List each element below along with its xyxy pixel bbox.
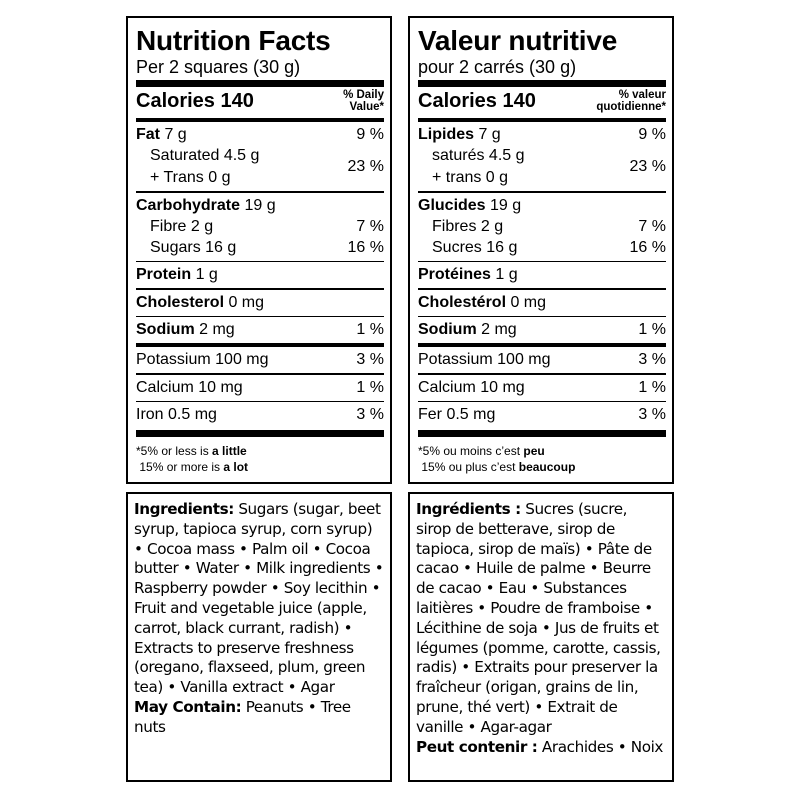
cholesterol-label: Cholestérol [418,293,507,311]
sat-trans-pct: 23 % [629,158,666,175]
fat-label: Fat [136,126,160,143]
calcium-row [418,375,666,401]
nutrition-facts-panel-french [408,16,674,484]
protein-row [418,262,666,288]
potassium: Potassium 100 mg [418,351,551,368]
fat-amount: 7 g [474,126,501,143]
iron-pct: 3 % [356,406,384,423]
iron-row [418,402,666,428]
sugars: Sucres 16 g [432,238,518,256]
calories-label: Calories 140 [136,90,254,112]
cholesterol-amount: 0 mg [224,293,265,311]
daily-value-header [343,89,384,113]
ingredients-paragraph [416,500,666,738]
calories-label: Calories 140 [418,90,536,112]
potassium-pct: 3 % [638,351,666,368]
saturated: Saturated 4.5 g [150,147,260,164]
carb-block [136,193,384,261]
dv-header-line1: % Daily [343,89,384,101]
ingredients-label: Ingrédients : [416,500,521,518]
ingredients-text: Sugars (sugar, beet syrup, tapioca syrup, corn syrup) • Cocoa mass • Palm oil • Cocoa butter • Water • Milk ingredients • Raspberry powder • Soy lecithin • Fruit and vegetable juice (apple, carrot, black currant, radish) • Extracts to preserve freshness (oregano, flaxseed, plum, green tea) • Vanilla extract • Agar [134,500,384,697]
protein-amount: 1 g [191,266,218,283]
divider-thick [136,430,384,437]
carb-label: Glucides [418,196,486,214]
daily-value-header [596,89,666,113]
iron-pct: 3 % [638,406,666,423]
footnote-line2-bold: a lot [223,460,249,474]
sodium-label: Sodium [136,321,195,338]
fat-pct: 9 % [638,126,666,143]
ingredients-panel-french [408,492,674,782]
may-contain-label: Peut contenir : [416,737,538,756]
iron-row [136,402,384,428]
calories-row [418,87,666,118]
carb-block [418,193,666,261]
fat-label: Lipides [418,126,475,143]
sugars: Sugars 16 g [150,238,237,256]
may-contain [134,698,384,738]
footnote-line1: *5% or less is [136,444,213,458]
fat-amount: 7 g [160,126,187,143]
fat-block [136,122,384,191]
ingredients-label: Ingredients: [134,500,234,518]
saturated: saturés 4.5 g [432,147,525,164]
divider-thick [418,430,666,437]
calcium-pct: 1 % [638,378,666,396]
serving-size: Per 2 squares (30 g) [136,57,301,77]
calcium-pct: 1 % [356,378,384,396]
divider-thick [418,80,666,87]
sodium-pct: 1 % [356,321,384,338]
potassium-row [418,347,666,373]
carb-amount: 19 g [485,196,522,214]
trans: + trans 0 g [432,169,509,186]
may-contain-text: Arachides • Noix [537,737,664,756]
sodium-pct: 1 % [638,321,666,338]
footnote-line1-bold: peu [523,444,545,458]
cholesterol-row [418,290,666,316]
ingredients-panel-english [126,492,392,782]
fibre: Fibres 2 g [432,217,504,235]
ingredients-text: Sucres (sucre, sirop de betterave, sirop de tapioca, sirop de maïs) • Pâte de cacao • Huile de palme • Beurre de cacao • Eau • Substances laitières • Poudre de framboise • Lécithine de soja • Jus de fruits et légumes (pomme, carotte, cassis, radis) • Extraits pour preserver la fraîcheur (origan, grains de lin, prune, thé vert) • Extrait de vanille • Agar-agar [416,500,661,736]
sugars-pct: 16 % [629,238,666,256]
fat-pct: 9 % [356,126,384,143]
sugars-pct: 16 % [347,238,384,256]
nutrition-facts-panel-english [126,16,392,484]
footnote-line2: 15% or more is [139,460,224,474]
sodium-amount: 2 mg [476,321,517,338]
calcium: Calcium 10 mg [136,378,243,396]
potassium-pct: 3 % [356,351,384,368]
calories-row [136,87,384,118]
fibre-pct: 7 % [356,217,384,235]
sodium-label: Sodium [418,321,477,338]
cholesterol-amount: 0 mg [506,293,547,311]
may-contain [416,738,666,758]
footnote [136,443,384,475]
sodium-amount: 2 mg [194,321,235,338]
protein-label: Protein [136,266,192,283]
footnote [418,443,666,475]
sodium-row [418,317,666,343]
footnote-line2: 15% ou plus c’est [421,460,519,474]
fibre-pct: 7 % [638,217,666,235]
iron: Iron 0.5 mg [136,406,217,423]
sat-trans-pct: 23 % [347,158,384,175]
potassium: Potassium 100 mg [136,351,269,368]
nutrition-title: Nutrition Facts [136,25,331,56]
serving-size: pour 2 carrés (30 g) [418,57,577,77]
cholesterol-label: Cholesterol [136,293,225,311]
ingredients-paragraph [134,500,384,698]
cholesterol-row [136,290,384,316]
trans: + Trans 0 g [150,169,231,186]
protein-row [136,262,384,288]
sodium-row [136,317,384,343]
dv-header-line1: % valeur [618,89,666,101]
dv-header-line2: Value* [349,101,384,113]
protein-label: Protéines [418,266,491,283]
potassium-row [136,347,384,373]
carb-label: Carbohydrate [136,196,241,214]
iron: Fer 0.5 mg [418,406,496,423]
calcium-row [136,375,384,401]
fibre: Fibre 2 g [150,217,214,235]
nutrition-title: Valeur nutritive [418,25,618,56]
divider-thick [136,80,384,87]
calcium: Calcium 10 mg [418,378,525,396]
footnote-line2-bold: beaucoup [518,460,576,474]
dv-header-line2: quotidienne* [596,101,666,113]
may-contain-label: May Contain: [134,697,242,716]
fat-block [418,122,666,191]
protein-amount: 1 g [490,266,518,283]
may-contain-text: Peanuts • Tree nuts [134,697,351,736]
footnote-line1-bold: a little [212,444,247,458]
footnote-line1: *5% ou moins c’est [418,444,524,458]
carb-amount: 19 g [240,196,276,214]
